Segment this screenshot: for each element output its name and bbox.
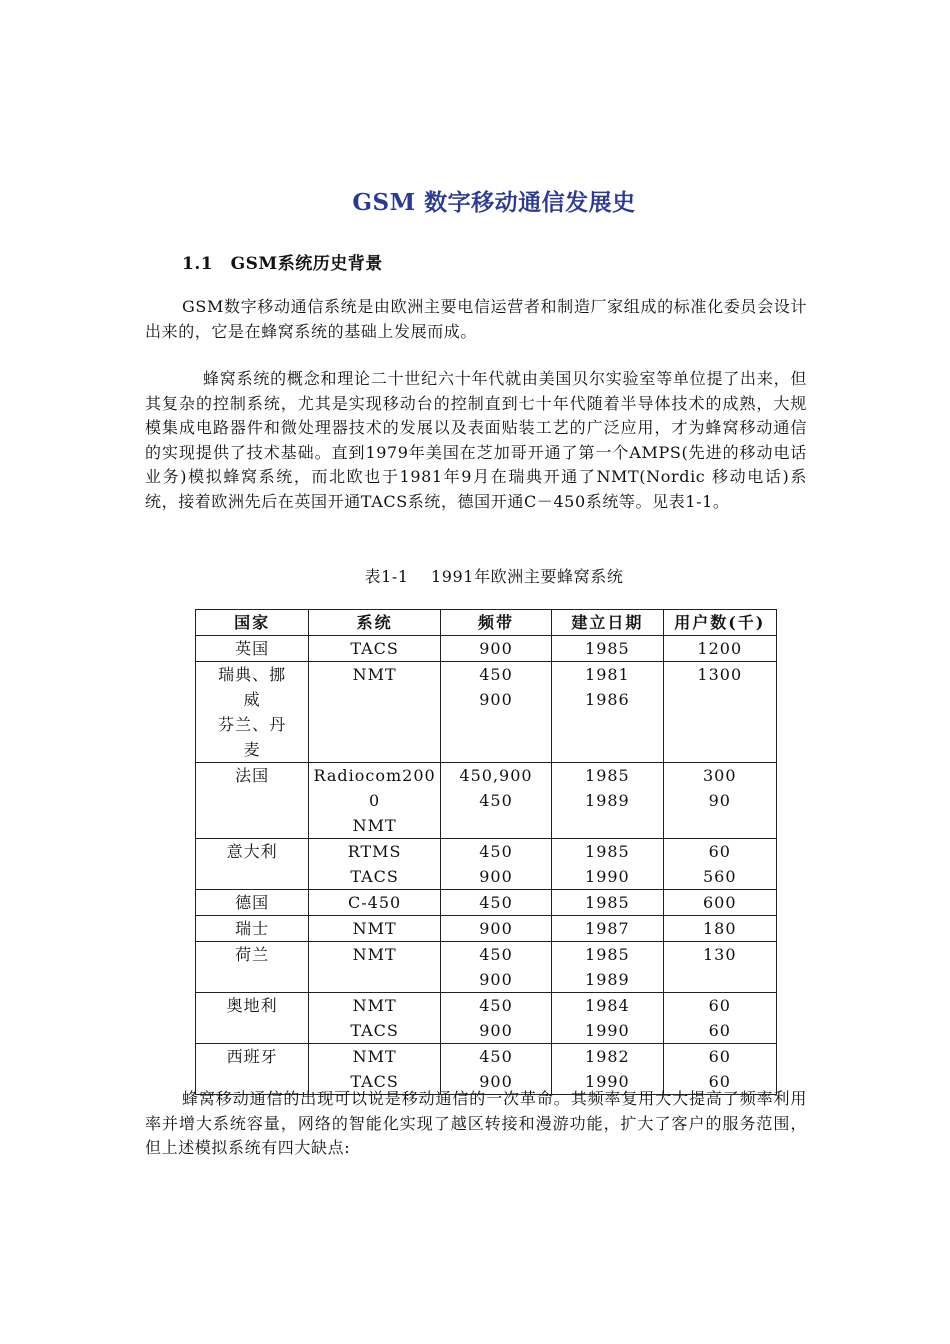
cell-line: 奥地利	[226, 996, 278, 1015]
cell-line: 450	[479, 791, 513, 810]
cell-users	[663, 763, 776, 839]
table-row	[196, 942, 777, 993]
cell-line: 1985	[585, 766, 630, 785]
cell-line: 60	[708, 1072, 731, 1091]
cell-country	[196, 636, 309, 662]
paragraph-history: 蜂窝系统的概念和理论二十世纪六十年代就由美国贝尔实验室等单位提了出来，但其复杂的控制系统，尤其是实现移动台的控制直到七十年代随着半导体技术的成熟，大规模集成电路器件和微处理器技术的发展以及表面贴装工艺的广泛应用，才为蜂窝移动通信的实现提供了技术基础。直到1979年美国在芝加哥开通了第一个AMPS(先进的移动电话业务)模拟蜂窝系统，而北欧也于1981年9月在瑞典开通了NMT(Nordic 移动电话)系统，接着欧洲先后在英国开通TACS系统，德国开通C－450系统等。见表1-1。	[145, 369, 807, 511]
cell-line: 0	[369, 791, 381, 810]
cell-country	[196, 942, 309, 993]
cell-line: 1200	[697, 639, 743, 658]
document-title: GSM 数字移动通信发展史	[352, 189, 636, 216]
cell-system	[309, 993, 440, 1044]
cell-line: 600	[703, 893, 737, 912]
cell-line: 西班牙	[226, 1047, 278, 1066]
cell-system	[309, 942, 440, 993]
cell-line: 麦	[243, 740, 261, 759]
cell-line: 450	[479, 1047, 513, 1066]
cell-line: C-450	[348, 893, 402, 912]
table-header-row	[196, 610, 777, 636]
cell-line: Radiocom200	[313, 766, 436, 785]
cell-users	[663, 839, 776, 890]
table-body	[196, 636, 777, 1095]
cell-line: 450	[479, 996, 513, 1015]
cell-system	[309, 839, 440, 890]
cell-line: 60	[708, 1021, 731, 1040]
cell-date	[552, 636, 663, 662]
cell-date	[552, 662, 663, 763]
cell-line: 60	[708, 1047, 731, 1066]
cell-line: RTMS	[347, 842, 402, 861]
table-row	[196, 662, 777, 763]
paragraph-intro: GSM数字移动通信系统是由欧洲主要电信运营者和制造厂家组成的标准化委员会设计出来的，它是在蜂窝系统的基础上发展而成。	[145, 297, 807, 341]
cell-line: 180	[703, 919, 737, 938]
table-row	[196, 890, 777, 916]
cell-line: TACS	[350, 639, 399, 658]
cell-line: TACS	[350, 1072, 399, 1091]
cell-line: 瑞典、挪	[218, 665, 287, 684]
cell-line: 130	[703, 945, 737, 964]
cell-line: 1300	[697, 665, 743, 684]
cell-line: 1985	[585, 893, 630, 912]
cell-line: 英国	[235, 639, 270, 658]
cell-line: 450	[479, 665, 513, 684]
cell-line: 芬兰、丹	[218, 715, 287, 734]
cell-band	[440, 916, 551, 942]
cell-band	[440, 662, 551, 763]
section-heading: 1.1 GSM系统历史背景	[182, 254, 383, 274]
cell-system	[309, 763, 440, 839]
cell-line: TACS	[350, 1021, 399, 1040]
cell-line: 900	[479, 867, 513, 886]
cell-date	[552, 839, 663, 890]
table-row	[196, 636, 777, 662]
table-row	[196, 839, 777, 890]
cell-line: 450	[479, 893, 513, 912]
cell-users	[663, 662, 776, 763]
cell-line: NMT	[352, 945, 397, 964]
cell-line: 荷兰	[235, 945, 270, 964]
table-row	[196, 993, 777, 1044]
cell-line: 900	[479, 919, 513, 938]
cell-country	[196, 763, 309, 839]
cell-line: 1989	[585, 791, 630, 810]
cell-line: 瑞士	[235, 919, 270, 938]
cell-band	[440, 890, 551, 916]
cell-users	[663, 636, 776, 662]
cell-band	[440, 839, 551, 890]
cell-line: NMT	[352, 665, 397, 684]
cell-line: 900	[479, 1072, 513, 1091]
cell-line: 450,900	[459, 766, 533, 785]
cell-line: 900	[479, 690, 513, 709]
cell-users	[663, 890, 776, 916]
cell-line: 60	[708, 996, 731, 1015]
cell-country	[196, 662, 309, 763]
cell-system	[309, 890, 440, 916]
cell-line: 1989	[585, 970, 630, 989]
cell-line: 法国	[235, 766, 270, 785]
cell-date	[552, 993, 663, 1044]
cell-system	[309, 662, 440, 763]
cell-line: 1986	[585, 690, 630, 709]
cell-line: NMT	[352, 996, 397, 1015]
cell-line: 1985	[585, 945, 630, 964]
cell-line: 意大利	[226, 842, 278, 861]
cell-line: 60	[708, 842, 731, 861]
cell-band	[440, 763, 551, 839]
table-row	[196, 916, 777, 942]
cell-line: 1985	[585, 842, 630, 861]
cell-date	[552, 916, 663, 942]
cell-line: NMT	[352, 1047, 397, 1066]
cell-country	[196, 890, 309, 916]
header-band: 频带	[440, 610, 551, 636]
cell-country	[196, 916, 309, 942]
cell-line: 1985	[585, 639, 630, 658]
cell-country	[196, 993, 309, 1044]
cell-line: 1981	[585, 665, 630, 684]
cell-line: 1990	[585, 1072, 630, 1091]
cell-users	[663, 993, 776, 1044]
cell-line: 300	[703, 766, 737, 785]
cell-line: 1984	[585, 996, 630, 1015]
cell-users	[663, 942, 776, 993]
cell-line: 900	[479, 1021, 513, 1040]
cell-line: 威	[243, 690, 261, 709]
paragraph-revolution: 蜂窝移动通信的出现可以说是移动通信的一次革命。其频率复用大大提高了频率利用率并增大系统容量，网络的智能化实现了越区转接和漫游功能，扩大了客户的服务范围，但上述模拟系统有四大缺点:	[145, 1089, 807, 1158]
cell-line: NMT	[352, 919, 397, 938]
cell-band	[440, 636, 551, 662]
cell-date	[552, 763, 663, 839]
header-system: 系统	[309, 610, 440, 636]
cell-line: 450	[479, 842, 513, 861]
cell-date	[552, 942, 663, 993]
table-row	[196, 763, 777, 839]
cell-line: 德国	[235, 893, 270, 912]
cell-line: NMT	[352, 816, 397, 835]
cell-line: TACS	[350, 867, 399, 886]
cellular-systems-table	[195, 609, 777, 1095]
cell-band	[440, 993, 551, 1044]
cell-system	[309, 916, 440, 942]
cell-line: 1990	[585, 1021, 630, 1040]
cell-band	[440, 942, 551, 993]
header-date: 建立日期	[552, 610, 663, 636]
cell-line: 1982	[585, 1047, 630, 1066]
table-caption: 表1-1 1991年欧洲主要蜂窝系统	[364, 567, 624, 586]
cell-line: 1987	[585, 919, 630, 938]
cell-date	[552, 890, 663, 916]
header-country: 国家	[196, 610, 309, 636]
cell-country	[196, 839, 309, 890]
cell-users	[663, 916, 776, 942]
cell-line: 1990	[585, 867, 630, 886]
cell-line: 900	[479, 639, 513, 658]
cell-line: 450	[479, 945, 513, 964]
cell-line: 560	[703, 867, 737, 886]
header-users: 用户数(千)	[663, 610, 776, 636]
cell-system	[309, 636, 440, 662]
cell-line: 90	[708, 791, 731, 810]
cell-line: 900	[479, 970, 513, 989]
